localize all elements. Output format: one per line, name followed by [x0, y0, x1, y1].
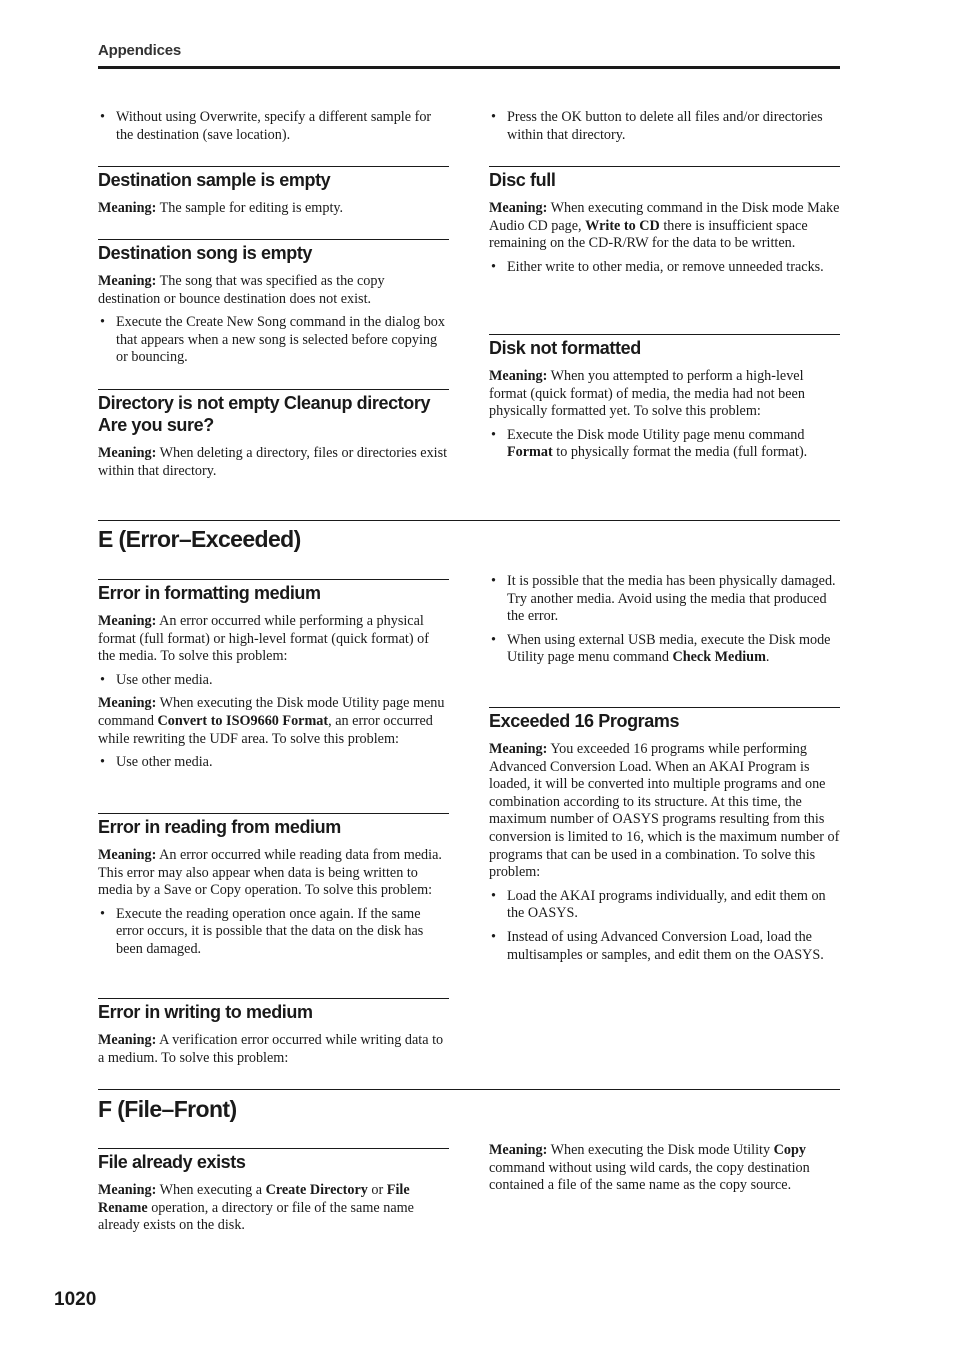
- entry-title: Directory is not empty Cleanup directory Are you sure?: [98, 393, 431, 435]
- entry-title: File already exists: [98, 1152, 246, 1172]
- entry-meaning: Meaning: The sample for editing is empty.: [98, 200, 344, 216]
- section-divider: [98, 520, 840, 521]
- entry-title: Exceeded 16 Programs: [489, 711, 680, 731]
- entry-meaning: Meaning: When executing the Disk mode Utility page menu command Convert to ISO9660 Format, an error occurred while rewriting the UDF area. To solve this problem:: [98, 695, 445, 747]
- entry-meaning: Meaning: An error occurred while reading data from media. This error may also appear when data is being written to media by a Save or Copy operation. To solve this problem:: [98, 847, 442, 899]
- entry-error-formatting-medium: [98, 582, 449, 772]
- entry-meaning: Meaning: A verification error occurred while writing data to a medium. To solve this problem:: [98, 1032, 444, 1066]
- section-divider: [98, 1089, 840, 1090]
- list-item: • Use other media.: [100, 671, 213, 688]
- list-item: • It is possible that the media has been physically damaged. Try another media. Avoid using the media that produced the error.: [491, 573, 836, 625]
- entry-meaning: Meaning: An error occurred while performing a physical format (full format) or high-level format (quick format) of the media. To solve this problem:: [98, 613, 429, 665]
- entry-title: Error in writing to medium: [98, 1002, 313, 1022]
- divider: [98, 166, 449, 167]
- entry-meaning: Meaning: When executing the Disk mode Utility Copy command without using wild cards, the copy destination contained a file of the same name as the copy source.: [489, 1142, 810, 1194]
- entry-title: Destination song is empty: [98, 243, 313, 263]
- top-right-column: [489, 109, 840, 144]
- divider: [98, 239, 449, 240]
- f-right-column: [489, 1142, 840, 1195]
- entry-title: Error in formatting medium: [98, 583, 321, 603]
- list-item: • Execute the reading operation once again. If the same error occurs, it is possible that the data on the disk has been damaged.: [100, 905, 424, 957]
- divider: [489, 334, 840, 335]
- list-item: • Load the AKAI programs individually, and edit them on the OASYS.: [491, 887, 826, 922]
- list-item: • Press the OK button to delete all files and/or directories within that directory.: [491, 109, 823, 143]
- list-item: • Instead of using Advanced Conversion Load, load the multisamples or samples, and edit them on the OASYS.: [491, 928, 824, 963]
- entry-meaning: Meaning: When deleting a directory, files or directories exist within that directory.: [98, 445, 448, 479]
- top-left-column: [98, 109, 449, 144]
- entry-meaning: Meaning: You exceeded 16 programs while performing Advanced Conversion Load. When an AKAI Program is loaded, it will be converted into multiple programs and one combination according to its structure. At this time, the maximum number of OASYS programs resulting from this conversion is limited to 16, which is the maximum number of programs that can be used in a combination. To solve this problem:: [489, 741, 840, 881]
- entry-meaning: Meaning: When executing command in the Disk mode Make Audio CD page, Write to CD there is insufficient space remaining on the CD-R/RW for the data to be written.: [489, 200, 840, 252]
- divider: [98, 579, 449, 580]
- list-item: • When using external USB media, execute the Disk mode Utility page menu command Check Medium.: [491, 631, 831, 666]
- entry-error-reading-medium: [98, 816, 449, 959]
- entry-meaning: Meaning: When executing a Create Directory or File Rename operation, a directory or file of the same name already exists on the disk.: [98, 1182, 414, 1234]
- entry-title: Disk not formatted: [489, 338, 641, 358]
- e-right-column: [489, 573, 840, 667]
- entry-destination-sample-empty: [98, 169, 449, 218]
- entry-destination-song-empty: [98, 242, 449, 367]
- list-item: • Use other media.: [100, 754, 213, 771]
- entry-title: Error in reading from medium: [98, 817, 341, 837]
- entry-exceeded-16-programs: [489, 710, 840, 964]
- entry-meaning: Meaning: When you attempted to perform a high-level format (quick format) of media, the media had not been physically formatted yet. To solve this problem:: [489, 368, 805, 420]
- divider: [98, 998, 449, 999]
- running-head: Appendices: [98, 42, 182, 59]
- entry-disc-full: [489, 169, 840, 276]
- section-title-e: E (Error–Exceeded): [98, 526, 301, 552]
- entry-title: Disc full: [489, 170, 556, 190]
- section-title-f: F (File–Front): [98, 1096, 237, 1122]
- list-item: • Execute the Disk mode Utility page menu command Format to physically format the media (full format).: [491, 426, 808, 461]
- list-item: • Execute the Create New Song command in the dialog box that appears when a new song is selected before copying or bouncing.: [100, 314, 445, 366]
- divider: [489, 166, 840, 167]
- divider: [98, 389, 449, 390]
- entry-title: Destination sample is empty: [98, 170, 331, 190]
- entry-disk-not-formatted: [489, 337, 840, 462]
- list-item: • Without using Overwrite, specify a different sample for the destination (save location).: [100, 109, 432, 143]
- divider: [98, 1148, 449, 1149]
- entry-meaning: Meaning: The song that was specified as the copy destination or bounce destination does not exist.: [98, 273, 385, 307]
- header-rule: [98, 66, 840, 69]
- divider: [98, 813, 449, 814]
- entry-directory-not-empty: [98, 392, 449, 480]
- page-number: 1020: [54, 1289, 97, 1310]
- divider: [489, 707, 840, 708]
- entry-error-writing-medium: [98, 1001, 449, 1067]
- list-item: • Either write to other media, or remove unneeded tracks.: [491, 258, 824, 275]
- entry-file-already-exists: [98, 1151, 449, 1235]
